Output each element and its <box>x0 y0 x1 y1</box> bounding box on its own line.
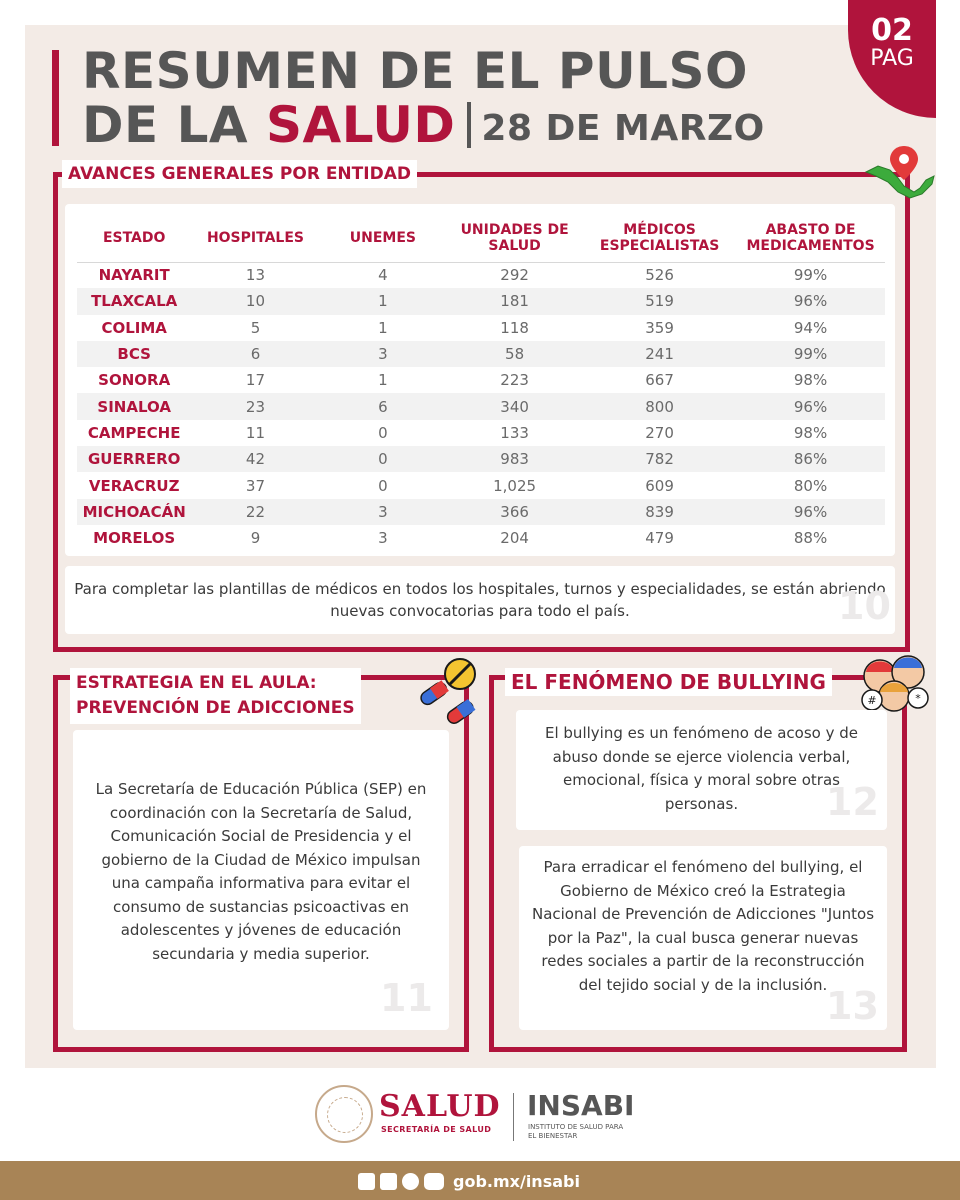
value-cell: 11 <box>245 423 266 442</box>
section2-card: La Secretaría de Educación Pública (SEP) en coordinación con la Secretaría de Salud, Comunicación Social de Presidencia y el gobierno de la Ciudad de México impulsan una campaña informativa para evitar el consumo de sustancias psicoactivas en adolescentes y jóvenes de educación secundaria y media superior. <box>73 730 449 1030</box>
value-cell: 96% <box>736 393 885 419</box>
section2-label-line1: ESTRATEGIA EN EL AULA: <box>76 673 317 693</box>
value-cell: 609 <box>645 476 674 495</box>
value-cell: 58 <box>446 341 583 367</box>
state-cell: TLAXCALA <box>77 288 191 314</box>
value-cell: 6 <box>191 341 319 367</box>
table-row <box>77 341 885 367</box>
table-row <box>77 446 885 472</box>
value-cell: 479 <box>645 529 674 548</box>
svg-text:#: # <box>867 694 877 707</box>
value-cell: 86% <box>736 446 885 472</box>
watermark-number: 10 <box>838 584 891 628</box>
footer-bar <box>0 1161 960 1200</box>
title-accent-word: SALUD <box>266 96 456 154</box>
section1-label: AVANCES GENERALES POR ENTIDAD <box>62 160 417 188</box>
table-row <box>77 288 885 314</box>
section3-card-definition: El bullying es un fenómeno de acoso y de abuso donde se ejerce violencia verbal, emocional, física y moral sobre otras personas. <box>516 710 887 830</box>
column-header: HOSPITALES <box>191 214 319 262</box>
state-cell: MICHOACÁN <box>77 499 191 525</box>
section3-card-strategy: Para erradicar el fenómeno del bullying, el Gobierno de México creó la Estrategia Nacional de Prevención de Adicciones "Juntos por la Paz", la cual busca generar nuevas redes sociales a partir de la reconstrucción del tejido social y de la inclusión. <box>519 846 887 1030</box>
pills-icon <box>414 654 486 726</box>
twitter-icon[interactable] <box>380 1173 397 1190</box>
title-line2 <box>82 98 765 156</box>
value-cell: 359 <box>645 318 674 337</box>
value-cell: 241 <box>583 341 736 367</box>
state-cell: NAYARIT <box>98 266 170 285</box>
value-cell: 204 <box>500 529 529 548</box>
bullying-faces-icon <box>860 652 930 718</box>
page-title <box>82 44 765 156</box>
value-cell: 782 <box>583 446 736 472</box>
page-label: PAG <box>870 46 914 71</box>
value-cell: 0 <box>378 423 388 442</box>
salud-logo-subtitle: SECRETARÍA DE SALUD <box>381 1125 492 1134</box>
insabi-logo-subtitle <box>528 1123 623 1141</box>
watermark-number: 12 <box>826 780 879 824</box>
title-separator <box>467 102 471 148</box>
value-cell: 5 <box>250 318 261 337</box>
insabi-logo-text: INSABI <box>527 1089 635 1122</box>
table-row <box>77 472 885 498</box>
value-cell: 4 <box>378 266 388 285</box>
value-cell: 99% <box>793 266 828 285</box>
value-cell: 1 <box>378 318 388 337</box>
value-cell: 9 <box>250 529 261 548</box>
value-cell: 1 <box>320 288 447 314</box>
value-cell: 96% <box>736 499 885 525</box>
table-row <box>77 499 885 525</box>
table-row <box>77 367 885 393</box>
title-line1: RESUMEN DE EL PULSO <box>82 42 749 100</box>
svg-text:*: * <box>915 692 921 705</box>
value-cell: 366 <box>446 499 583 525</box>
state-cell: SONORA <box>98 371 171 390</box>
column-header: UNEMES <box>320 214 447 262</box>
youtube-icon[interactable] <box>424 1173 444 1190</box>
value-cell: 37 <box>245 476 266 495</box>
value-cell: 983 <box>446 446 583 472</box>
value-cell: 94% <box>793 318 828 337</box>
value-cell: 6 <box>320 393 447 419</box>
watermark-number: 13 <box>826 984 879 1028</box>
entity-table <box>77 214 885 551</box>
insabi-subtitle-line2: EL BIENESTAR <box>528 1132 578 1140</box>
table-row <box>77 420 885 446</box>
table-row <box>77 525 885 551</box>
value-cell: 526 <box>645 266 674 285</box>
table-row <box>77 262 885 288</box>
value-cell: 181 <box>446 288 583 314</box>
value-cell: 0 <box>320 446 447 472</box>
value-cell: 223 <box>500 371 529 390</box>
facebook-icon[interactable] <box>358 1173 375 1190</box>
value-cell: 42 <box>191 446 319 472</box>
value-cell: 99% <box>736 341 885 367</box>
instagram-icon[interactable] <box>402 1173 419 1190</box>
value-cell: 3 <box>378 529 388 548</box>
value-cell: 3 <box>320 499 447 525</box>
value-cell: 96% <box>736 288 885 314</box>
column-header: MÉDICOS ESPECIALISTAS <box>583 214 736 262</box>
state-cell: CAMPECHE <box>87 423 181 442</box>
value-cell: 292 <box>500 266 529 285</box>
footer-logos <box>315 1085 655 1145</box>
value-cell: 800 <box>583 393 736 419</box>
value-cell: 667 <box>645 371 674 390</box>
value-cell: 80% <box>793 476 828 495</box>
social-links <box>358 1169 580 1193</box>
value-cell: 17 <box>245 371 266 390</box>
value-cell: 3 <box>320 341 447 367</box>
mexico-map-pin-icon <box>864 142 936 204</box>
value-cell: 10 <box>191 288 319 314</box>
value-cell: 98% <box>793 371 828 390</box>
value-cell: 88% <box>793 529 828 548</box>
table-row <box>77 315 885 341</box>
section2-label <box>70 668 361 724</box>
state-cell: BCS <box>77 341 191 367</box>
value-cell: 23 <box>191 393 319 419</box>
state-cell: GUERRERO <box>77 446 191 472</box>
column-header: ESTADO <box>77 214 191 262</box>
value-cell: 519 <box>583 288 736 314</box>
value-cell: 1,025 <box>493 476 537 495</box>
title-accent-bar <box>52 50 59 146</box>
value-cell: 98% <box>793 423 828 442</box>
salud-logo-text: SALUD <box>379 1089 501 1124</box>
section2-label-line2: PREVENCIÓN DE ADICCIONES <box>76 698 355 718</box>
state-cell: MORELOS <box>93 529 176 548</box>
section3-label: EL FENÓMENO DE BULLYING <box>505 668 832 696</box>
value-cell: 13 <box>245 266 266 285</box>
section1-note: Para completar las plantillas de médicos en todos los hospitales, turnos y especialidades, se están abriendo nuevas convocatorias para todo el país. <box>65 566 895 634</box>
value-cell: 340 <box>446 393 583 419</box>
value-cell: 0 <box>378 476 388 495</box>
table-header-row <box>77 214 885 262</box>
value-cell: 1 <box>378 371 388 390</box>
website-link[interactable]: gob.mx/insabi <box>453 1171 580 1191</box>
state-cell: SINALOA <box>77 393 191 419</box>
title-date: 28 DE MARZO <box>481 108 765 149</box>
insabi-subtitle-line1: INSTITUTO DE SALUD PARA <box>528 1123 624 1131</box>
logo-divider <box>513 1093 514 1141</box>
entity-table-card <box>65 204 895 556</box>
title-line2-prefix: DE LA <box>82 96 267 154</box>
page-number: 02 <box>871 13 913 48</box>
column-header: ABASTO DE MEDICAMENTOS <box>736 214 885 262</box>
state-cell: COLIMA <box>101 318 167 337</box>
national-seal-icon <box>315 1085 373 1143</box>
watermark-number: 11 <box>380 976 433 1020</box>
value-cell: 22 <box>191 499 319 525</box>
value-cell: 839 <box>583 499 736 525</box>
value-cell: 270 <box>645 423 674 442</box>
value-cell: 133 <box>500 423 529 442</box>
table-row <box>77 393 885 419</box>
state-cell: VERACRUZ <box>88 476 180 495</box>
column-header: UNIDADES DE SALUD <box>446 214 583 262</box>
value-cell: 118 <box>500 318 529 337</box>
table-body <box>77 262 885 551</box>
